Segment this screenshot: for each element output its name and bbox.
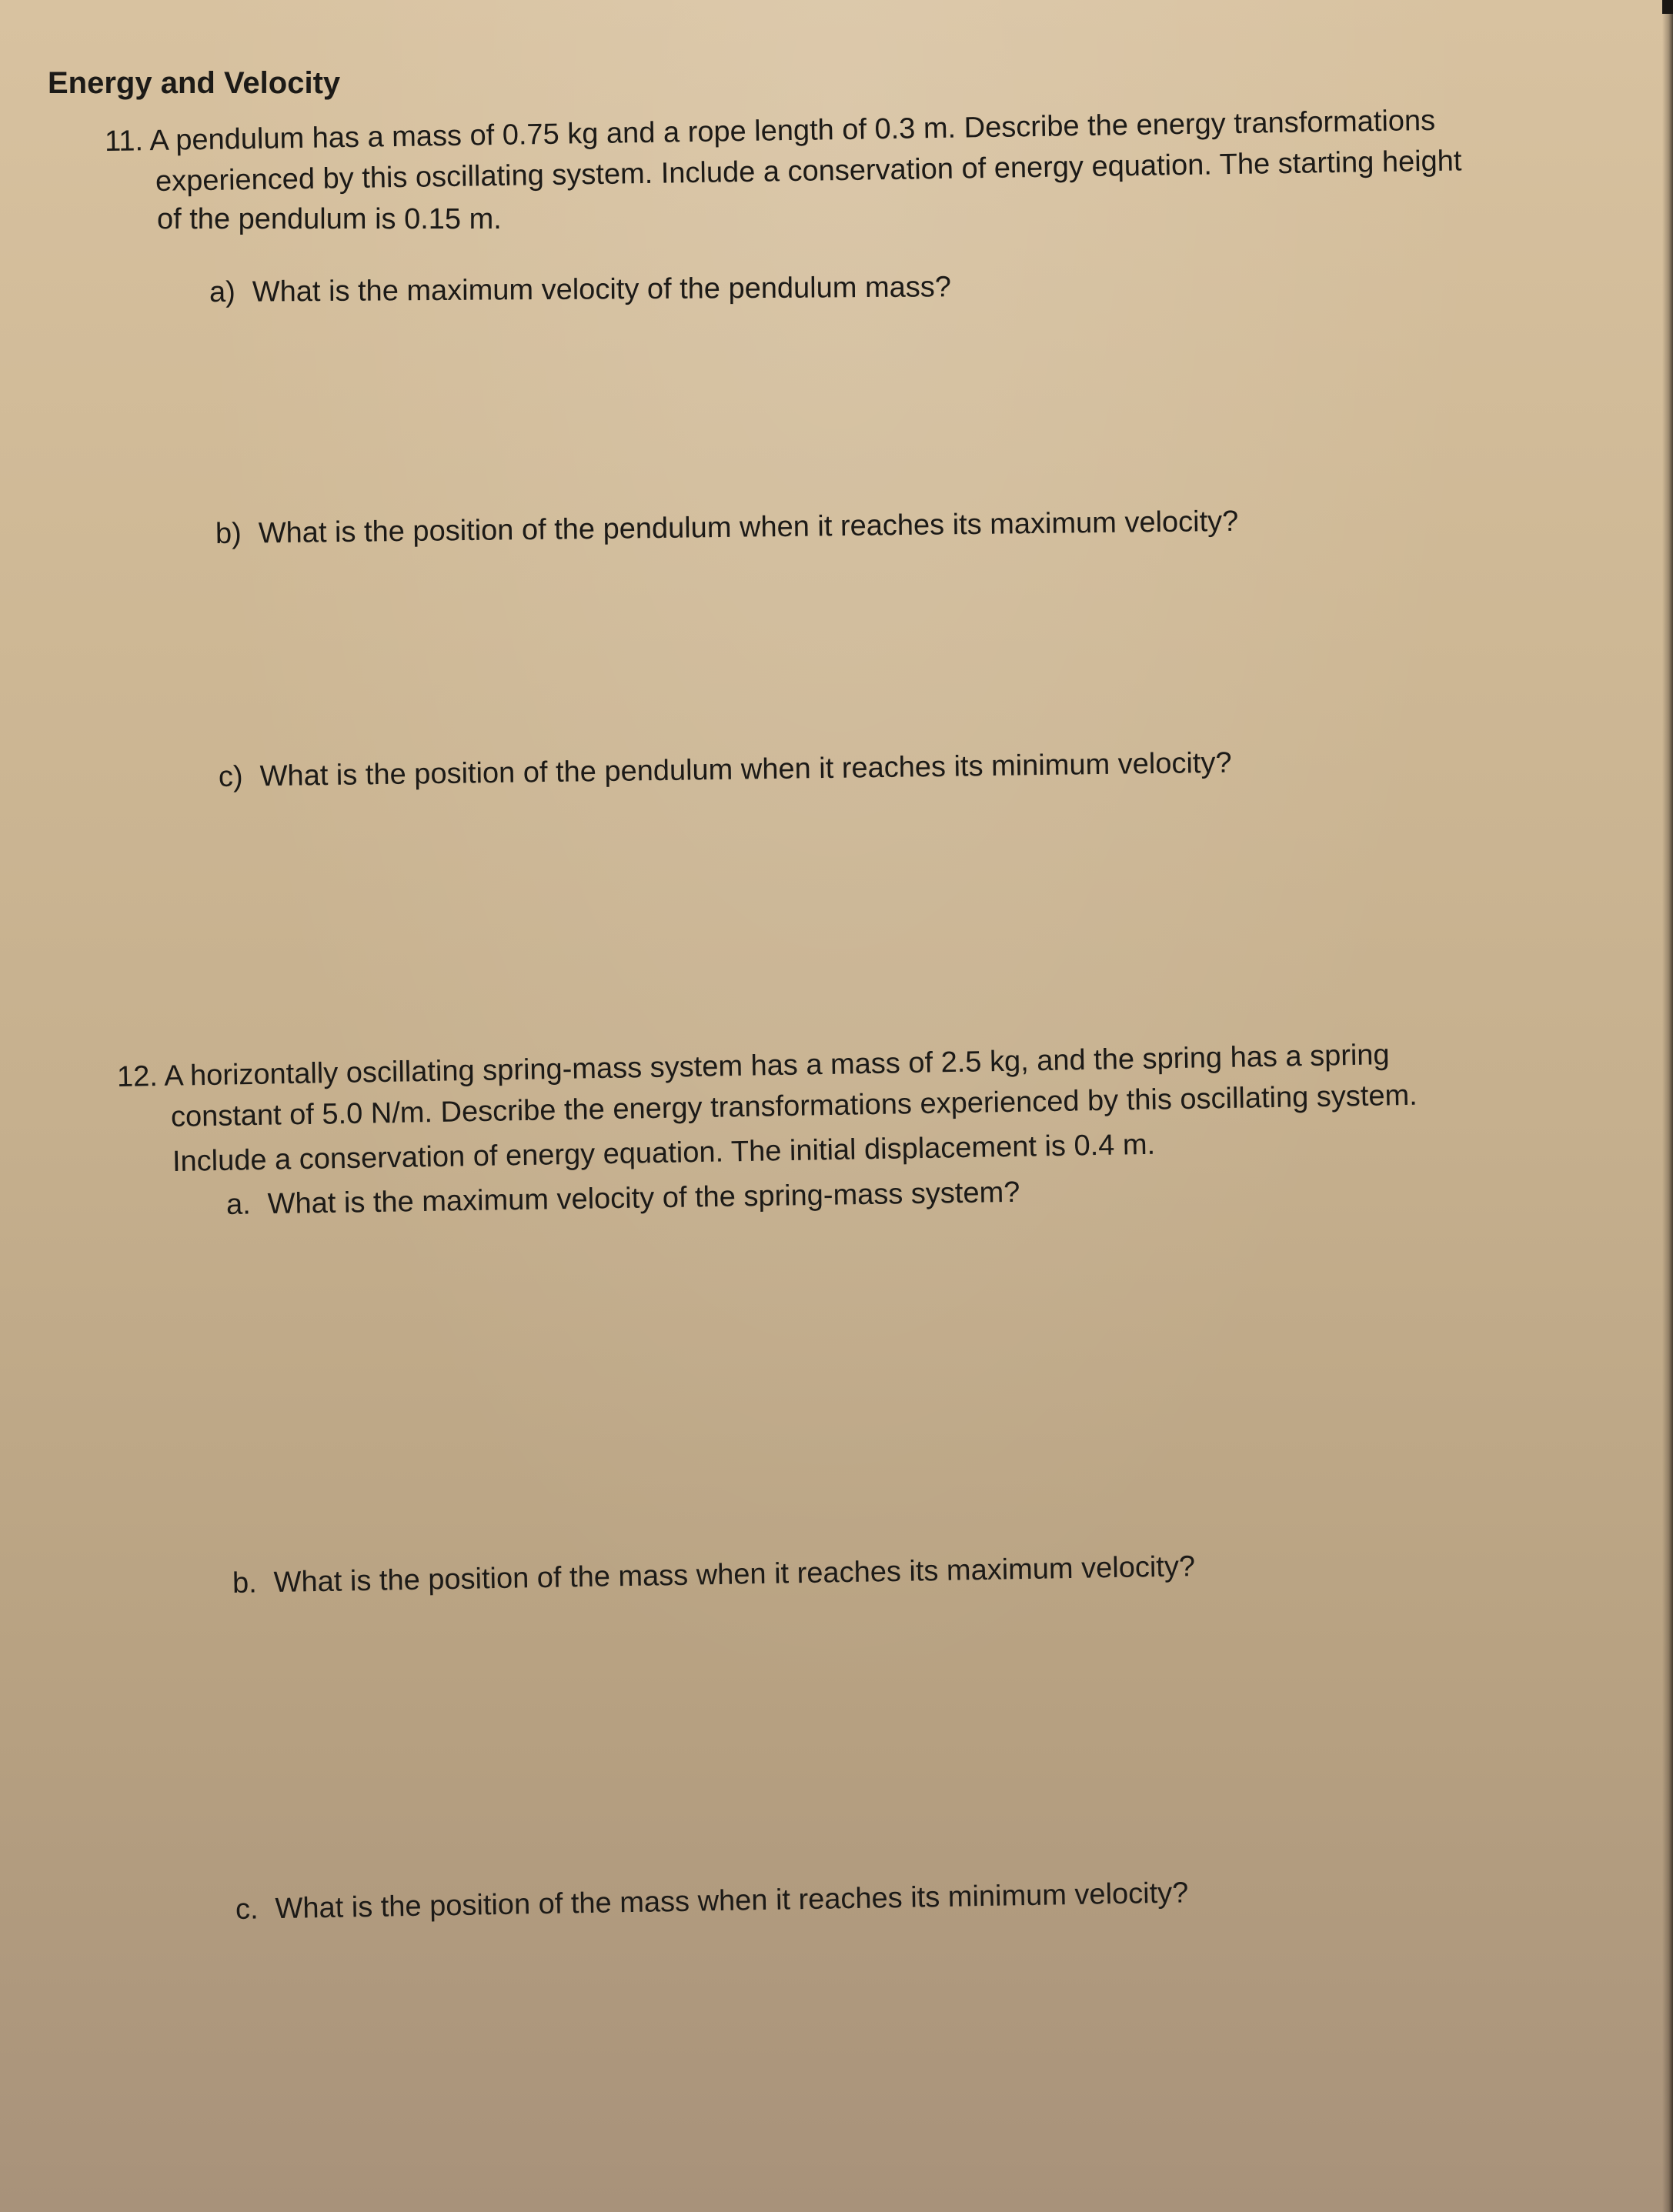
- question-12b: [232, 1550, 1196, 1600]
- question-12a-text: What is the maximum velocity of the spring-mass system?: [267, 1176, 1020, 1221]
- question-12c: [235, 1876, 1189, 1927]
- worksheet-title: Energy and Velocity: [48, 66, 341, 100]
- question-12b-marker: b.: [232, 1566, 258, 1600]
- question-12c-marker: c.: [235, 1893, 259, 1926]
- question-11a-marker: a): [209, 275, 235, 309]
- question-11a-text: What is the maximum velocity of the pendulum mass?: [252, 271, 952, 309]
- question-11b-text: What is the position of the pendulum when it reaches its maximum velocity?: [258, 505, 1239, 550]
- page-corner: [1662, 0, 1673, 14]
- question-12-number: 12.: [116, 1060, 159, 1093]
- question-12-line-3: Include a conservation of energy equation. The initial displacement is 0.4 m.: [172, 1128, 1156, 1178]
- question-11-line-3: of the pendulum is 0.15 m.: [157, 203, 502, 235]
- question-12b-text: What is the position of the mass when it reaches its maximum velocity?: [273, 1550, 1196, 1600]
- question-12c-text: What is the position of the mass when it reaches its minimum velocity?: [275, 1877, 1189, 1926]
- question-11c-text: What is the position of the pendulum when it reaches its minimum velocity?: [259, 746, 1232, 793]
- question-11a: [209, 270, 951, 309]
- page-edge-shadow: [1662, 0, 1673, 2212]
- question-12a-marker: a.: [225, 1188, 252, 1221]
- question-11-number: 11.: [104, 125, 144, 158]
- question-12-text-1: A horizontally oscillating spring-mass system has a mass of 2.5 kg, and the spring has a spring: [163, 1039, 1390, 1093]
- question-11b: [215, 505, 1239, 551]
- question-12a: [226, 1176, 1020, 1222]
- question-11b-marker: b): [215, 517, 242, 550]
- question-11-line-2: experienced by this oscillating system. Include a conservation of energy equation. The starting height: [155, 145, 1462, 198]
- question-11-text-1: A pendulum has a mass of 0.75 kg and a rope length of 0.3 m. Describe the energy transformations: [149, 104, 1436, 158]
- question-11c: [219, 746, 1232, 794]
- question-12-line-2: constant of 5.0 N/m. Describe the energy transformations experienced by this oscillating system.: [170, 1079, 1418, 1133]
- question-11c-marker: c): [218, 760, 243, 793]
